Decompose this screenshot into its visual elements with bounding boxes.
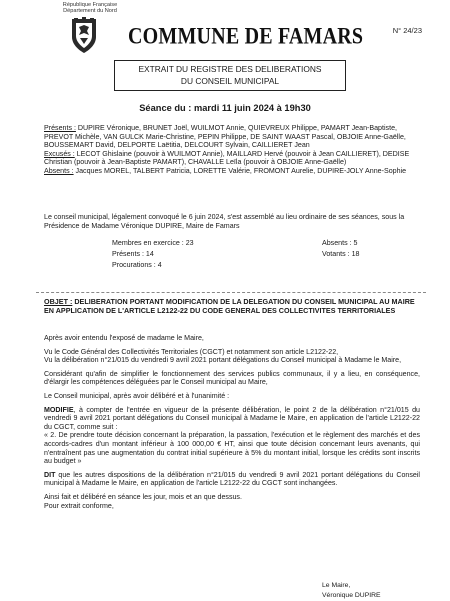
- members-count: Membres en exercice : 23: [112, 239, 194, 247]
- absents-label: Absents :: [44, 166, 74, 175]
- seance-date: Séance du : mardi 11 juin 2024 à 19h30: [139, 103, 311, 113]
- separator: [36, 292, 426, 293]
- procurations-count: Procurations : 4: [112, 261, 162, 269]
- objet-block: [44, 298, 420, 316]
- paragraph-ainsi: Ainsi fait et délibéré en séance les jour, mois et an que dessus.: [44, 492, 242, 501]
- counts-right: [322, 238, 359, 260]
- votants-count: Votants : 18: [322, 250, 360, 258]
- document-number: N° 24/23: [392, 26, 422, 35]
- presents-text: DUPIRE Véronique, BRUNET Joël, WUILMOT Annie, QUIEVREUX Philippe, PAMART Jean-Baptiste, PREVOT Michèle, VAN GULCK Marie-Christine, PEPIN Philippe, DE SAINT WAAST Pascal, OBJOIE Anne-Gaëlle, BOUSSEMART David, DELPORTE Laëtitia, DELCOURT Sylvain, CAILLIERET Jean: [44, 124, 406, 150]
- paragraph-considerant: Considérant qu'afin de simplifier le fonctionnement des services publics communaux, il y a lieu, en conséquence, d'élargir les compétences déléguées par le Conseil municipal au Maire,: [44, 369, 420, 387]
- absents-text: Jacques MOREL, TALBERT Patricia, LORETTE Valérie, FROMONT Aurelie, DUPIRE-JOLY Anne-Sophie: [73, 166, 407, 175]
- signature-block: [322, 581, 381, 601]
- counts-left: [112, 238, 194, 271]
- title-line-1: EXTRAIT DU REGISTRE DES DELIBERATIONS: [138, 64, 322, 74]
- presents-count: Présents : 14: [112, 250, 154, 258]
- paragraph-expose: Après avoir entendu l'exposé de madame le Maire,: [44, 334, 204, 342]
- presents-label: Présents :: [44, 124, 76, 132]
- deliberation-body: [44, 334, 420, 515]
- objet-label: OBJET :: [44, 297, 73, 306]
- paragraph-vu-deliberation: Vu la délibération n°21/015 du vendredi 9 avril 2021 portant délégations du Conseil municipal à Madame le Maire,: [44, 356, 402, 365]
- republic-label: République Française: [62, 2, 118, 8]
- modifie-text: , à compter de l'entrée en vigueur de la présente délibération, le point 2 de la délibération n°21/015 du vendredi 9 avril 2021 portant délégations du Conseil municipal à Madame le Maire, en application de l'article L2122-22 du CGCT, comme suit :: [44, 405, 420, 431]
- commune-title: COMMUNE DE FAMARS: [128, 24, 364, 50]
- department-label: Département du Nord: [63, 8, 117, 15]
- dit-text: que les autres dispositions de la délibération n°21/015 du vendredi 9 avril 2021 portant délégations du Conseil municipal à Madame le Maire, en application de l'article L2122-22 du CGCT sont inchangées.: [44, 470, 420, 488]
- title-box: [114, 60, 346, 91]
- header-top: [40, 2, 140, 15]
- paragraph-quote: « 2. De prendre toute décision concernant la préparation, la passation, l'exécution et le règlement des marchés et des accords-cadres d'un montant inférieur à 100 000,00 € HT, ainsi que toute décision concernant leurs avenants, qui n'entraînent pas une augmentation du contrat initial supérieure à 5% du montant initial, lorsque les crédits sont inscrits au budget »: [44, 431, 420, 466]
- absents-count: Absents : 5: [322, 239, 358, 247]
- signature-title: Le Maire,: [322, 582, 351, 589]
- paragraph-modifie: [44, 406, 420, 432]
- excuses-label: Excusés :: [44, 149, 75, 158]
- signature-name: Véronique DUPIRE: [322, 592, 381, 599]
- modifie-label: MODIFIE: [44, 405, 74, 414]
- title-line-2: DU CONSEIL MUNICIPAL: [180, 76, 280, 86]
- dit-label: DIT: [44, 470, 56, 479]
- objet-text: DELIBERATION PORTANT MODIFICATION DE LA DELEGATION DU CONSEIL MUNICIPAL AU MAIRE EN APPLICATION DE L'ARTICLE L2122-22 DU CODE GENERAL DES COLLECTIVITES TERRITORIALES: [44, 297, 415, 315]
- excuses-text: LECOT Ghislaine (pouvoir à WUILMOT Annie), MAILLARD Hervé (pouvoir à Jean CAILLIERET), DEDISE Christian (pouvoir à Jean-Baptiste PAMART), CHAVALLE Leïla (pouvoir à OBJOIE Anne-Gaëlle): [44, 149, 410, 167]
- convocation-text: Le conseil municipal, légalement convoqué le 6 juin 2024, s'est assemblé au lieu ordinaire de ses séances, sous la Présidence de Madame Véronique DUPIRE, Maire de Famars: [44, 213, 405, 230]
- paragraph-extrait: Pour extrait conforme,: [44, 501, 114, 510]
- paragraph-vu-cgct: Vu le Code Général des Collectivités Territoriales (CGCT) et notamment son article L2122-22,: [44, 347, 339, 356]
- paragraph-unanimite: Le Conseil municipal, après avoir délibéré et à l'unanimité :: [44, 391, 230, 400]
- paragraph-dit: [44, 471, 420, 488]
- coat-of-arms-icon: [70, 17, 98, 55]
- attendance-block: [44, 124, 420, 176]
